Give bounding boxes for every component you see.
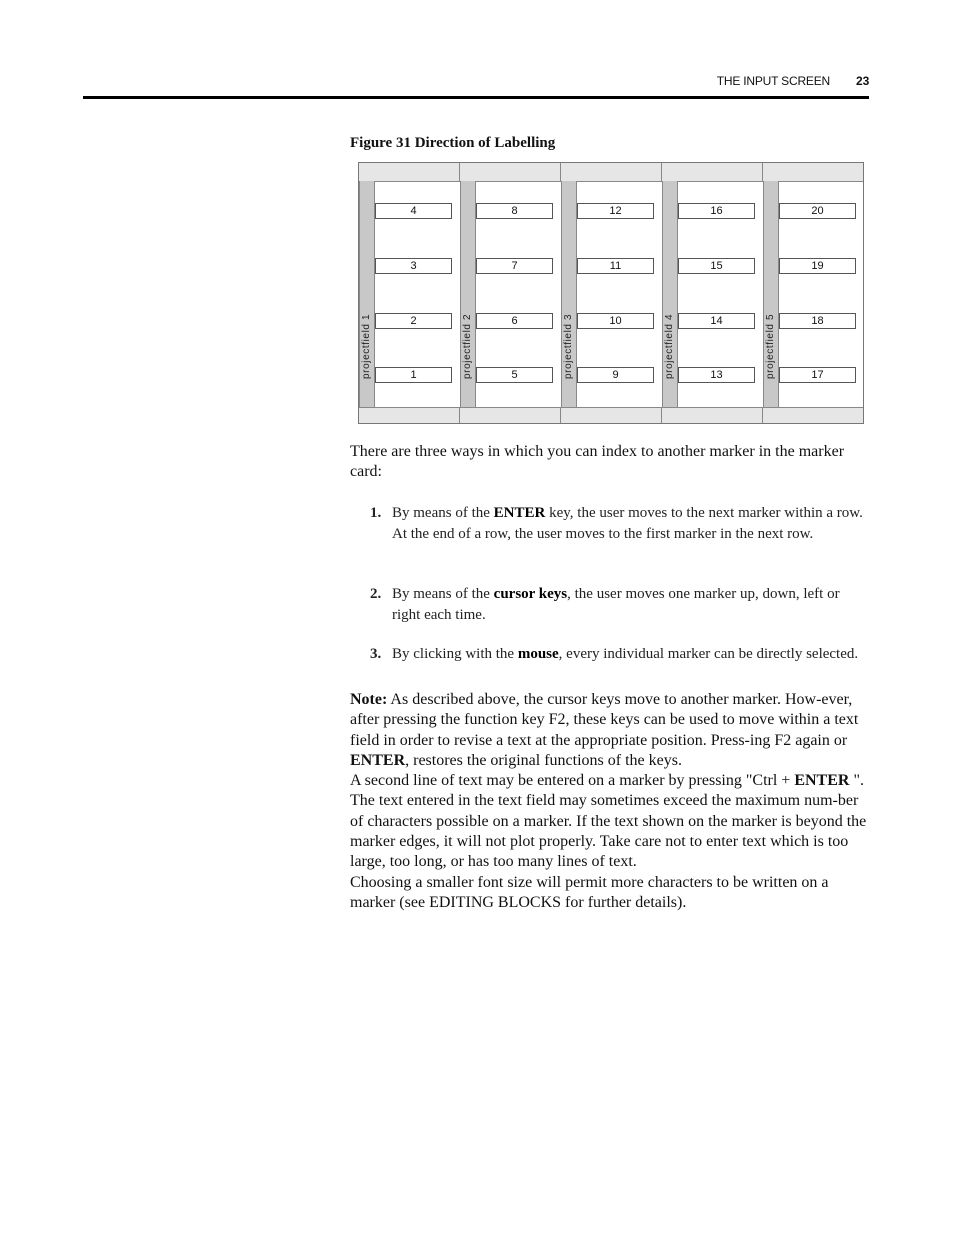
note-label: Note: — [350, 691, 388, 708]
list-number: 1. — [370, 505, 382, 521]
list-text-post: , every individual marker can be directly selected. — [558, 646, 859, 662]
strip-divider — [762, 163, 763, 181]
marker[interactable]: 20 — [779, 203, 856, 219]
section-title: THE INPUT SCREEN — [716, 74, 830, 88]
marker[interactable]: 10 — [577, 313, 654, 329]
marker[interactable]: 5 — [476, 367, 553, 383]
marker[interactable]: 12 — [577, 203, 654, 219]
projectfield-column-5 — [763, 181, 863, 408]
marker[interactable]: 11 — [577, 258, 654, 274]
list-number: 3. — [370, 646, 382, 662]
marker[interactable]: 1 — [375, 367, 452, 383]
ctrl-enter-paragraph — [350, 771, 870, 791]
projectfield-label: projectfield 3 — [563, 313, 574, 379]
note-paragraph — [350, 690, 870, 771]
list-text — [392, 584, 868, 625]
note-text: , restores the original functions of the keys. — [405, 751, 682, 769]
marker[interactable]: 14 — [678, 313, 755, 329]
strip-divider — [459, 163, 460, 181]
marker[interactable]: 15 — [678, 258, 755, 274]
list-text — [392, 503, 868, 544]
list-text-pre: By clicking with the — [392, 646, 518, 662]
marker[interactable]: 6 — [476, 313, 553, 329]
strip-divider — [661, 163, 662, 181]
list-text-post: key, the user moves to the next marker within a row. At the end of a row, the user moves to the first marker in the next row. — [392, 505, 863, 542]
projectfield-bar — [561, 181, 577, 408]
list-text-pre: By means of the — [392, 586, 494, 602]
strip-divider — [661, 408, 662, 423]
marker[interactable]: 7 — [476, 258, 553, 274]
marker[interactable]: 8 — [476, 203, 553, 219]
projectfield-bar — [359, 181, 375, 408]
figure-bottom-strip — [359, 407, 863, 423]
projectfield-bar — [460, 181, 476, 408]
projectfield-bar — [763, 181, 779, 408]
list-text-bold: mouse — [517, 646, 559, 662]
font-size-paragraph: Choosing a smaller font size will permit more characters to be written on a marker (see EDITING BLOCKS for further details). — [350, 873, 829, 911]
note-text: A second line of text may be entered on a marker by pressing "Ctrl + — [350, 772, 795, 790]
strip-divider — [560, 408, 561, 423]
intro-paragraph: There are three ways in which you can index to another marker in the marker card: — [350, 443, 845, 481]
page-header — [0, 0, 954, 100]
note-text: As described above, the cursor keys move to another marker. How-ever, after pressing the function key F2, these keys can be used to move within a text field in order to revise a text at the appropriate position. Press-ing F2 again or — [350, 691, 859, 749]
figure-caption: Figure 31 Direction of Labelling — [350, 135, 556, 151]
list-text-pre: By means of the — [392, 505, 494, 521]
overflow-paragraph: The text entered in the text field may sometimes exceed the maximum num-ber of characters possible on a marker. If the text shown on the marker is beyond the marker edges, it will not plot properly. Take care not to enter text which is too large, too long, or has too many lines of text. — [350, 792, 867, 871]
figure-top-strip — [359, 163, 863, 182]
marker[interactable]: 13 — [678, 367, 755, 383]
list-number: 2. — [370, 586, 382, 602]
marker[interactable]: 18 — [779, 313, 856, 329]
strip-divider — [459, 408, 460, 423]
projectfield-label: projectfield 2 — [462, 313, 473, 379]
projectfield-column-4 — [662, 181, 762, 408]
marker[interactable]: 4 — [375, 203, 452, 219]
note-bold: ENTER — [350, 751, 406, 769]
list-text-bold: ENTER — [493, 505, 546, 521]
list-text — [392, 644, 868, 665]
note-text: ". — [849, 772, 864, 790]
projectfield-label: projectfield 1 — [361, 313, 372, 379]
marker[interactable]: 17 — [779, 367, 856, 383]
note-bold: ENTER — [794, 772, 850, 790]
projectfield-column-3 — [561, 181, 661, 408]
marker[interactable]: 19 — [779, 258, 856, 274]
projectfield-column-2 — [460, 181, 560, 408]
list-text-bold: cursor keys — [493, 586, 568, 602]
marker[interactable]: 2 — [375, 313, 452, 329]
marker[interactable]: 9 — [577, 367, 654, 383]
strip-divider — [762, 408, 763, 423]
page-number: 23 — [856, 74, 870, 88]
marker[interactable]: 3 — [375, 258, 452, 274]
strip-divider — [560, 163, 561, 181]
marker[interactable]: 16 — [678, 203, 755, 219]
header-rule — [83, 96, 869, 99]
projectfield-bar — [662, 181, 678, 408]
projectfield-column-1 — [359, 181, 459, 408]
labelling-figure — [358, 162, 864, 424]
projectfield-label: projectfield 5 — [765, 313, 776, 379]
note-section — [350, 690, 870, 913]
list-text-post: , the user moves one marker up, down, left or right each time. — [392, 586, 840, 623]
projectfield-label: projectfield 4 — [664, 313, 675, 379]
